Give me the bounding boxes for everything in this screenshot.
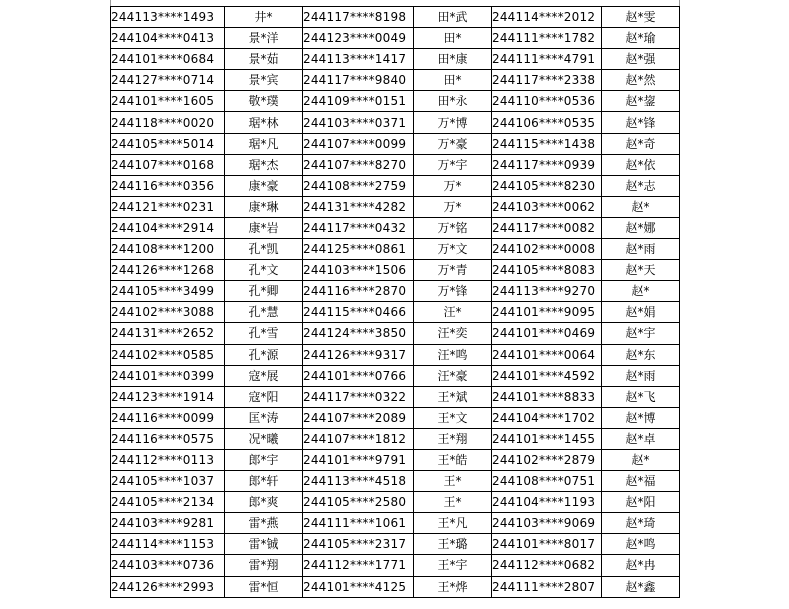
cell-name-2: 万*锋 xyxy=(414,281,492,302)
cell-id-number-3: 244114****2012 xyxy=(492,7,602,28)
table-row xyxy=(111,239,680,260)
cell-name-1: 景*茹 xyxy=(225,49,303,70)
cell-id-number-1: 244126****2993 xyxy=(111,576,225,597)
cell-name-2: 田* xyxy=(414,70,492,91)
cell-id-number-2: 244107****0099 xyxy=(303,133,414,154)
cell-name-1: 孔*卿 xyxy=(225,281,303,302)
cell-id-number-3: 244101****8833 xyxy=(492,386,602,407)
cell-name-2: 王*翔 xyxy=(414,428,492,449)
cell-name-3: 赵*阳 xyxy=(602,492,680,513)
cell-id-number-3: 244101****1455 xyxy=(492,428,602,449)
cell-name-2: 田*康 xyxy=(414,49,492,70)
cell-name-2: 万* xyxy=(414,175,492,196)
cell-name-1: 琚*林 xyxy=(225,112,303,133)
cell-id-number-3: 244117****0939 xyxy=(492,154,602,175)
cell-name-3: 赵*锋 xyxy=(602,112,680,133)
cell-id-number-2: 244113****4518 xyxy=(303,471,414,492)
cell-id-number-1: 244118****0020 xyxy=(111,112,225,133)
cell-id-number-2: 244112****1771 xyxy=(303,555,414,576)
cell-id-number-1: 244131****2652 xyxy=(111,323,225,344)
table-row xyxy=(111,154,680,175)
cell-name-3: 赵*琦 xyxy=(602,513,680,534)
table-row xyxy=(111,7,680,28)
cell-name-3: 赵*志 xyxy=(602,175,680,196)
cell-id-number-3: 244110****0536 xyxy=(492,91,602,112)
cell-id-number-2: 244101****4125 xyxy=(303,576,414,597)
cell-name-3: 赵* xyxy=(602,449,680,470)
cell-name-3: 赵*然 xyxy=(602,70,680,91)
table-row xyxy=(111,323,680,344)
cell-id-number-3: 244112****0682 xyxy=(492,555,602,576)
cell-name-2: 田* xyxy=(414,28,492,49)
cell-id-number-1: 244105****1037 xyxy=(111,471,225,492)
cell-name-3: 赵*奇 xyxy=(602,133,680,154)
cell-id-number-3: 244101****0469 xyxy=(492,323,602,344)
cell-name-3: 赵*娟 xyxy=(602,302,680,323)
cell-id-number-3: 244101****9095 xyxy=(492,302,602,323)
cell-id-number-2: 244123****0049 xyxy=(303,28,414,49)
cell-name-2: 王*凡 xyxy=(414,513,492,534)
cell-name-1: 郎*爽 xyxy=(225,492,303,513)
table-row xyxy=(111,281,680,302)
cell-name-3: 赵*鋆 xyxy=(602,91,680,112)
cell-name-3: 赵* xyxy=(602,281,680,302)
cell-name-1: 景*宾 xyxy=(225,70,303,91)
cell-name-1: 郎*轩 xyxy=(225,471,303,492)
cell-id-number-2: 244115****0466 xyxy=(303,302,414,323)
table-row xyxy=(111,302,680,323)
cell-id-number-1: 244102****3088 xyxy=(111,302,225,323)
table-row xyxy=(111,428,680,449)
cell-id-number-3: 244102****2879 xyxy=(492,449,602,470)
cell-name-1: 孔*源 xyxy=(225,344,303,365)
table-row xyxy=(111,91,680,112)
cell-name-3: 赵* xyxy=(602,196,680,217)
cell-name-1: 寇*阳 xyxy=(225,386,303,407)
table-row xyxy=(111,28,680,49)
cell-name-2: 汪*奕 xyxy=(414,323,492,344)
cell-id-number-2: 244126****9317 xyxy=(303,344,414,365)
cell-id-number-3: 244104****1193 xyxy=(492,492,602,513)
cell-id-number-3: 244108****0751 xyxy=(492,471,602,492)
cell-id-number-3: 244101****4592 xyxy=(492,365,602,386)
cell-id-number-3: 244103****9069 xyxy=(492,513,602,534)
cell-id-number-2: 244117****9840 xyxy=(303,70,414,91)
cell-name-1: 孔*雪 xyxy=(225,323,303,344)
cell-name-2: 万*铭 xyxy=(414,217,492,238)
table-row xyxy=(111,492,680,513)
roster-table-body xyxy=(111,7,680,598)
cell-name-2: 汪*鸣 xyxy=(414,344,492,365)
cell-name-1: 康*岩 xyxy=(225,217,303,238)
cell-id-number-2: 244131****4282 xyxy=(303,196,414,217)
cell-name-1: 康*豪 xyxy=(225,175,303,196)
cell-id-number-1: 244121****0231 xyxy=(111,196,225,217)
cell-name-2: 王*宇 xyxy=(414,555,492,576)
cell-id-number-1: 244105****5014 xyxy=(111,133,225,154)
cell-id-number-1: 244126****1268 xyxy=(111,260,225,281)
cell-id-number-1: 244127****0714 xyxy=(111,70,225,91)
cell-name-1: 康*琳 xyxy=(225,196,303,217)
cell-id-number-2: 244105****2317 xyxy=(303,534,414,555)
cell-name-3: 赵*强 xyxy=(602,49,680,70)
cell-id-number-3: 244101****0064 xyxy=(492,344,602,365)
cell-id-number-3: 244113****9270 xyxy=(492,281,602,302)
table-row xyxy=(111,49,680,70)
cell-id-number-2: 244117****0432 xyxy=(303,217,414,238)
cell-id-number-1: 244114****1153 xyxy=(111,534,225,555)
table-row xyxy=(111,260,680,281)
cell-id-number-3: 244104****1702 xyxy=(492,407,602,428)
cell-id-number-2: 244111****1061 xyxy=(303,513,414,534)
cell-name-1: 孔*慧 xyxy=(225,302,303,323)
cell-name-1: 匡*涛 xyxy=(225,407,303,428)
cell-name-2: 万*文 xyxy=(414,239,492,260)
cell-id-number-1: 244101****0684 xyxy=(111,49,225,70)
cell-name-3: 赵*雯 xyxy=(602,7,680,28)
cell-name-2: 万* xyxy=(414,196,492,217)
cell-name-1: 孔*凯 xyxy=(225,239,303,260)
cell-id-number-1: 244104****0413 xyxy=(111,28,225,49)
cell-name-2: 王*烨 xyxy=(414,576,492,597)
table-row xyxy=(111,344,680,365)
table-row xyxy=(111,133,680,154)
cell-name-3: 赵*瑜 xyxy=(602,28,680,49)
cell-id-number-1: 244123****1914 xyxy=(111,386,225,407)
cell-name-1: 井* xyxy=(225,7,303,28)
cell-id-number-3: 244105****8230 xyxy=(492,175,602,196)
cell-name-2: 王*文 xyxy=(414,407,492,428)
table-row xyxy=(111,217,680,238)
cell-name-1: 景*洋 xyxy=(225,28,303,49)
cell-id-number-3: 244105****8083 xyxy=(492,260,602,281)
cell-name-1: 雷*铖 xyxy=(225,534,303,555)
cell-id-number-2: 244107****2089 xyxy=(303,407,414,428)
cell-name-2: 王*璐 xyxy=(414,534,492,555)
cell-id-number-3: 244106****0535 xyxy=(492,112,602,133)
cell-id-number-1: 244103****9281 xyxy=(111,513,225,534)
cell-name-3: 赵*雨 xyxy=(602,365,680,386)
cell-name-3: 赵*宇 xyxy=(602,323,680,344)
cell-name-2: 万*青 xyxy=(414,260,492,281)
cell-name-1: 况*曦 xyxy=(225,428,303,449)
cell-id-number-3: 244101****8017 xyxy=(492,534,602,555)
cell-id-number-1: 244105****3499 xyxy=(111,281,225,302)
cell-id-number-2: 244117****0322 xyxy=(303,386,414,407)
cell-id-number-3: 244115****1438 xyxy=(492,133,602,154)
cell-id-number-1: 244102****0585 xyxy=(111,344,225,365)
table-row xyxy=(111,534,680,555)
cell-name-2: 田*永 xyxy=(414,91,492,112)
table-row xyxy=(111,196,680,217)
cell-name-2: 万*博 xyxy=(414,112,492,133)
cell-name-3: 赵*天 xyxy=(602,260,680,281)
table-row xyxy=(111,365,680,386)
cell-name-3: 赵*东 xyxy=(602,344,680,365)
cell-id-number-2: 244101****9791 xyxy=(303,449,414,470)
table-row xyxy=(111,471,680,492)
cell-id-number-2: 244107****1812 xyxy=(303,428,414,449)
cell-id-number-2: 244109****0151 xyxy=(303,91,414,112)
cell-name-3: 赵*依 xyxy=(602,154,680,175)
table-row xyxy=(111,513,680,534)
cell-id-number-2: 244103****0371 xyxy=(303,112,414,133)
cell-name-2: 王* xyxy=(414,471,492,492)
cell-name-1: 琚*杰 xyxy=(225,154,303,175)
cell-id-number-2: 244124****3850 xyxy=(303,323,414,344)
cell-id-number-2: 244107****8270 xyxy=(303,154,414,175)
cell-id-number-2: 244117****8198 xyxy=(303,7,414,28)
cell-id-number-1: 244105****2134 xyxy=(111,492,225,513)
cell-name-1: 雷*燕 xyxy=(225,513,303,534)
cell-name-2: 万*宇 xyxy=(414,154,492,175)
cell-id-number-1: 244101****1605 xyxy=(111,91,225,112)
cell-id-number-2: 244108****2759 xyxy=(303,175,414,196)
cell-id-number-1: 244108****1200 xyxy=(111,239,225,260)
table-row xyxy=(111,576,680,597)
table-row xyxy=(111,175,680,196)
cell-id-number-3: 244111****1782 xyxy=(492,28,602,49)
table-row xyxy=(111,386,680,407)
cell-id-number-3: 244111****2807 xyxy=(492,576,602,597)
cell-name-1: 琚*凡 xyxy=(225,133,303,154)
cell-name-1: 寇*展 xyxy=(225,365,303,386)
cell-id-number-2: 244116****2870 xyxy=(303,281,414,302)
cell-name-2: 田*武 xyxy=(414,7,492,28)
cell-id-number-1: 244112****0113 xyxy=(111,449,225,470)
table-row xyxy=(111,449,680,470)
cell-name-2: 王* xyxy=(414,492,492,513)
cell-name-1: 敬*璞 xyxy=(225,91,303,112)
cell-id-number-3: 244102****0008 xyxy=(492,239,602,260)
cell-id-number-3: 244103****0062 xyxy=(492,196,602,217)
cell-name-3: 赵*娜 xyxy=(602,217,680,238)
roster-table xyxy=(110,6,680,598)
cell-id-number-1: 244113****1493 xyxy=(111,7,225,28)
cell-name-3: 赵*鑫 xyxy=(602,576,680,597)
cell-name-3: 赵*冉 xyxy=(602,555,680,576)
cell-id-number-1: 244116****0099 xyxy=(111,407,225,428)
cell-id-number-1: 244116****0575 xyxy=(111,428,225,449)
cell-name-2: 汪* xyxy=(414,302,492,323)
cell-name-1: 郎*宇 xyxy=(225,449,303,470)
cell-name-3: 赵*鸣 xyxy=(602,534,680,555)
cell-id-number-2: 244101****0766 xyxy=(303,365,414,386)
cell-name-3: 赵*卓 xyxy=(602,428,680,449)
table-row xyxy=(111,407,680,428)
cell-id-number-2: 244103****1506 xyxy=(303,260,414,281)
cell-name-2: 王*皓 xyxy=(414,449,492,470)
cell-id-number-1: 244103****0736 xyxy=(111,555,225,576)
cell-id-number-2: 244105****2580 xyxy=(303,492,414,513)
table-row xyxy=(111,70,680,91)
cell-id-number-1: 244116****0356 xyxy=(111,175,225,196)
cell-id-number-3: 244117****2338 xyxy=(492,70,602,91)
cell-id-number-1: 244101****0399 xyxy=(111,365,225,386)
cell-id-number-1: 244107****0168 xyxy=(111,154,225,175)
cell-name-3: 赵*博 xyxy=(602,407,680,428)
cell-id-number-3: 244111****4791 xyxy=(492,49,602,70)
cell-name-2: 王*斌 xyxy=(414,386,492,407)
cell-name-1: 雷*恒 xyxy=(225,576,303,597)
cell-id-number-3: 244117****0082 xyxy=(492,217,602,238)
cell-id-number-2: 244113****1417 xyxy=(303,49,414,70)
cell-name-3: 赵*福 xyxy=(602,471,680,492)
table-row xyxy=(111,112,680,133)
cell-id-number-2: 244125****0861 xyxy=(303,239,414,260)
cell-name-3: 赵*飞 xyxy=(602,386,680,407)
cell-name-2: 汪*豪 xyxy=(414,365,492,386)
cell-name-1: 雷*翔 xyxy=(225,555,303,576)
cell-name-2: 万*豪 xyxy=(414,133,492,154)
cell-name-1: 孔*文 xyxy=(225,260,303,281)
table-row xyxy=(111,555,680,576)
cell-id-number-1: 244104****2914 xyxy=(111,217,225,238)
cell-name-3: 赵*雨 xyxy=(602,239,680,260)
